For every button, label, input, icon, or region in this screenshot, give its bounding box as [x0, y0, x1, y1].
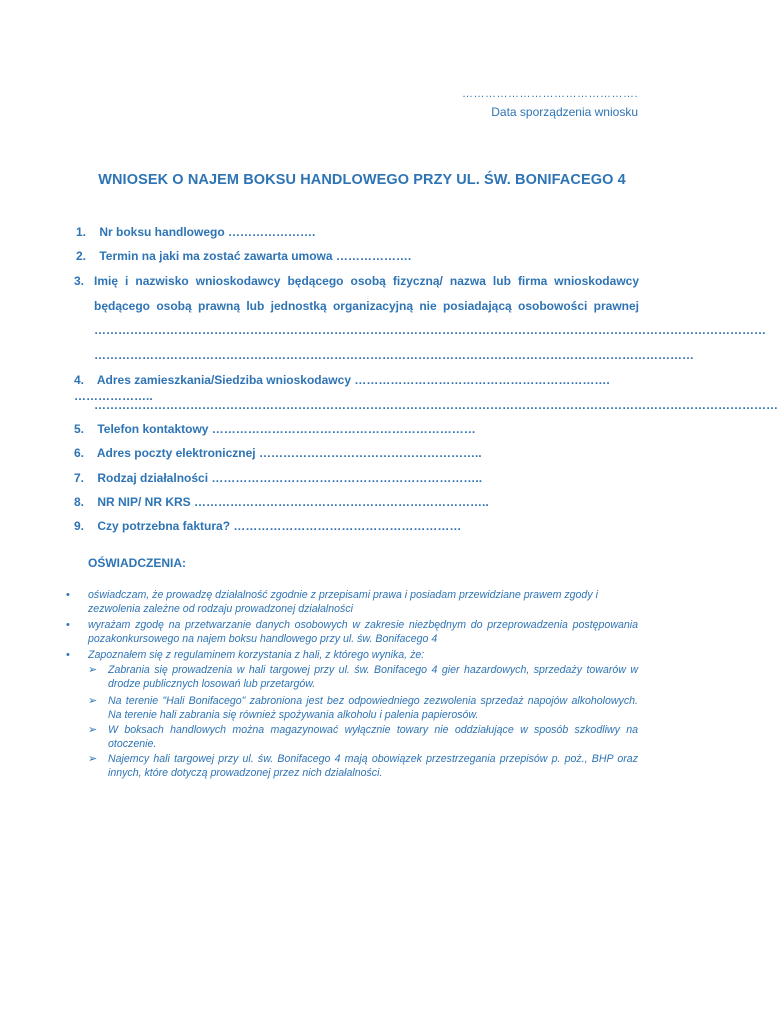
bullet-icon: • [66, 589, 70, 601]
question-9[interactable] [74, 518, 639, 534]
question-6[interactable] [74, 445, 639, 461]
question-number: 1. [76, 225, 87, 239]
regulation-item: W boksach handlowych można magazynować wyłącznie towary nie oddziałujące w sposób szkodliwy na otoczenie. [108, 724, 638, 750]
question-number: 9. [74, 519, 85, 533]
date-block [462, 86, 638, 120]
question-3-answer-line-2[interactable]: …………………………………………………………………………………………………………………………………… [94, 348, 694, 362]
declaration-item: Zapoznałem się z regulaminem korzystania z hali, z którego wynika, że: [88, 649, 425, 661]
arrow-bullet-icon: ➢ [88, 664, 98, 676]
document-title: WNIOSEK O NAJEM BOKSU HANDLOWEGO PRZY UL. ŚW. BONIFACEGO 4 [98, 172, 626, 188]
question-text: Telefon kontaktowy ………………………………………………………… [97, 422, 476, 436]
question-3[interactable] [74, 273, 639, 289]
question-text: Termin na jaki ma zostać zawarta umowa ………………. [99, 249, 412, 263]
bullet-icon: • [66, 649, 70, 661]
question-3-answer-line-1[interactable]: …………………………………………………………………………………………………………………………………………………… [94, 323, 766, 337]
declarations-heading: OŚWIADCZENIA: [88, 556, 186, 570]
question-text: Czy potrzebna faktura? ………………………………………………… [97, 519, 462, 533]
question-3-continuation: będącego osobą prawną lub jednostką organizacyjną nie posiadającą osobowości prawnej [94, 299, 639, 313]
question-5[interactable] [74, 421, 639, 437]
question-2[interactable] [76, 248, 641, 264]
arrow-bullet-icon: ➢ [88, 724, 98, 736]
question-4-answer-line[interactable]: ……………………………………………………………………………………………………………………………………………………… [94, 398, 778, 412]
question-text: Adres zamieszkania/Siedziba wnioskodawcy ………………………………………………………. ……………….. [74, 373, 610, 403]
arrow-bullet-icon: ➢ [88, 695, 98, 707]
question-text: Adres poczty elektronicznej ……………………………………………….. [96, 446, 482, 460]
question-number: 7. [74, 471, 85, 485]
question-8[interactable] [74, 494, 639, 510]
question-number: 3. [74, 274, 85, 288]
declaration-item: oświadczam, że prowadzę działalność zgodnie z przepisami prawa i posiadam przewidziane prawem zgody i zezwolenia zależne od rodzaju prowadzonej działalności [88, 589, 598, 615]
declaration-item: wyrażam zgodę na przetwarzanie danych osobowych w zakresie niezbędnym do przeprowadzenia postępowania pozakonkursowego na najem boksu handlowego przy ul. św. Bonifacego 4 [88, 619, 638, 645]
question-number: 8. [74, 495, 85, 509]
question-text: Imię i nazwisko wnioskodawcy będącego osobą fizyczną/ nazwa lub firma wnioskodawcy [94, 274, 639, 288]
regulation-item: Najemcy hali targowej przy ul. św. Bonifacego 4 mają obowiązek przestrzegania przepisów p. poż., BHP oraz innych, które dotyczą prowadzonej przez nich działalności. [108, 753, 638, 779]
regulation-item: Na terenie "Hali Bonifacego" zabroniona jest bez odpowiedniego zezwolenia sprzedaż napojów alkoholowych. Na terenie hali zabrania się również spożywania alkoholu i palenia papierosów. [108, 695, 638, 721]
question-text: Nr boksu handlowego …………………. [99, 225, 316, 239]
question-number: 5. [74, 422, 85, 436]
question-text: Rodzaj działalności ………………………………………………………….. [97, 471, 483, 485]
question-1[interactable] [76, 224, 641, 240]
date-dotted-line: ………………………………………. [461, 88, 638, 100]
question-number: 2. [76, 249, 87, 263]
question-7[interactable] [74, 470, 639, 486]
date-label: Data sporządzenia wniosku [491, 105, 638, 119]
question-text: NR NIP/ NR KRS ……………………………………………………………….. [97, 495, 489, 509]
arrow-bullet-icon: ➢ [88, 753, 98, 765]
question-number: 4. [74, 373, 85, 387]
bullet-icon: • [66, 619, 70, 631]
regulation-item: Zabrania się prowadzenia w hali targowej przy ul. św. Bonifacego 4 gier hazardowych, sprzedaży towarów w drodze publicznych losowań lub przetargów. [108, 664, 638, 690]
question-number: 6. [74, 446, 85, 460]
